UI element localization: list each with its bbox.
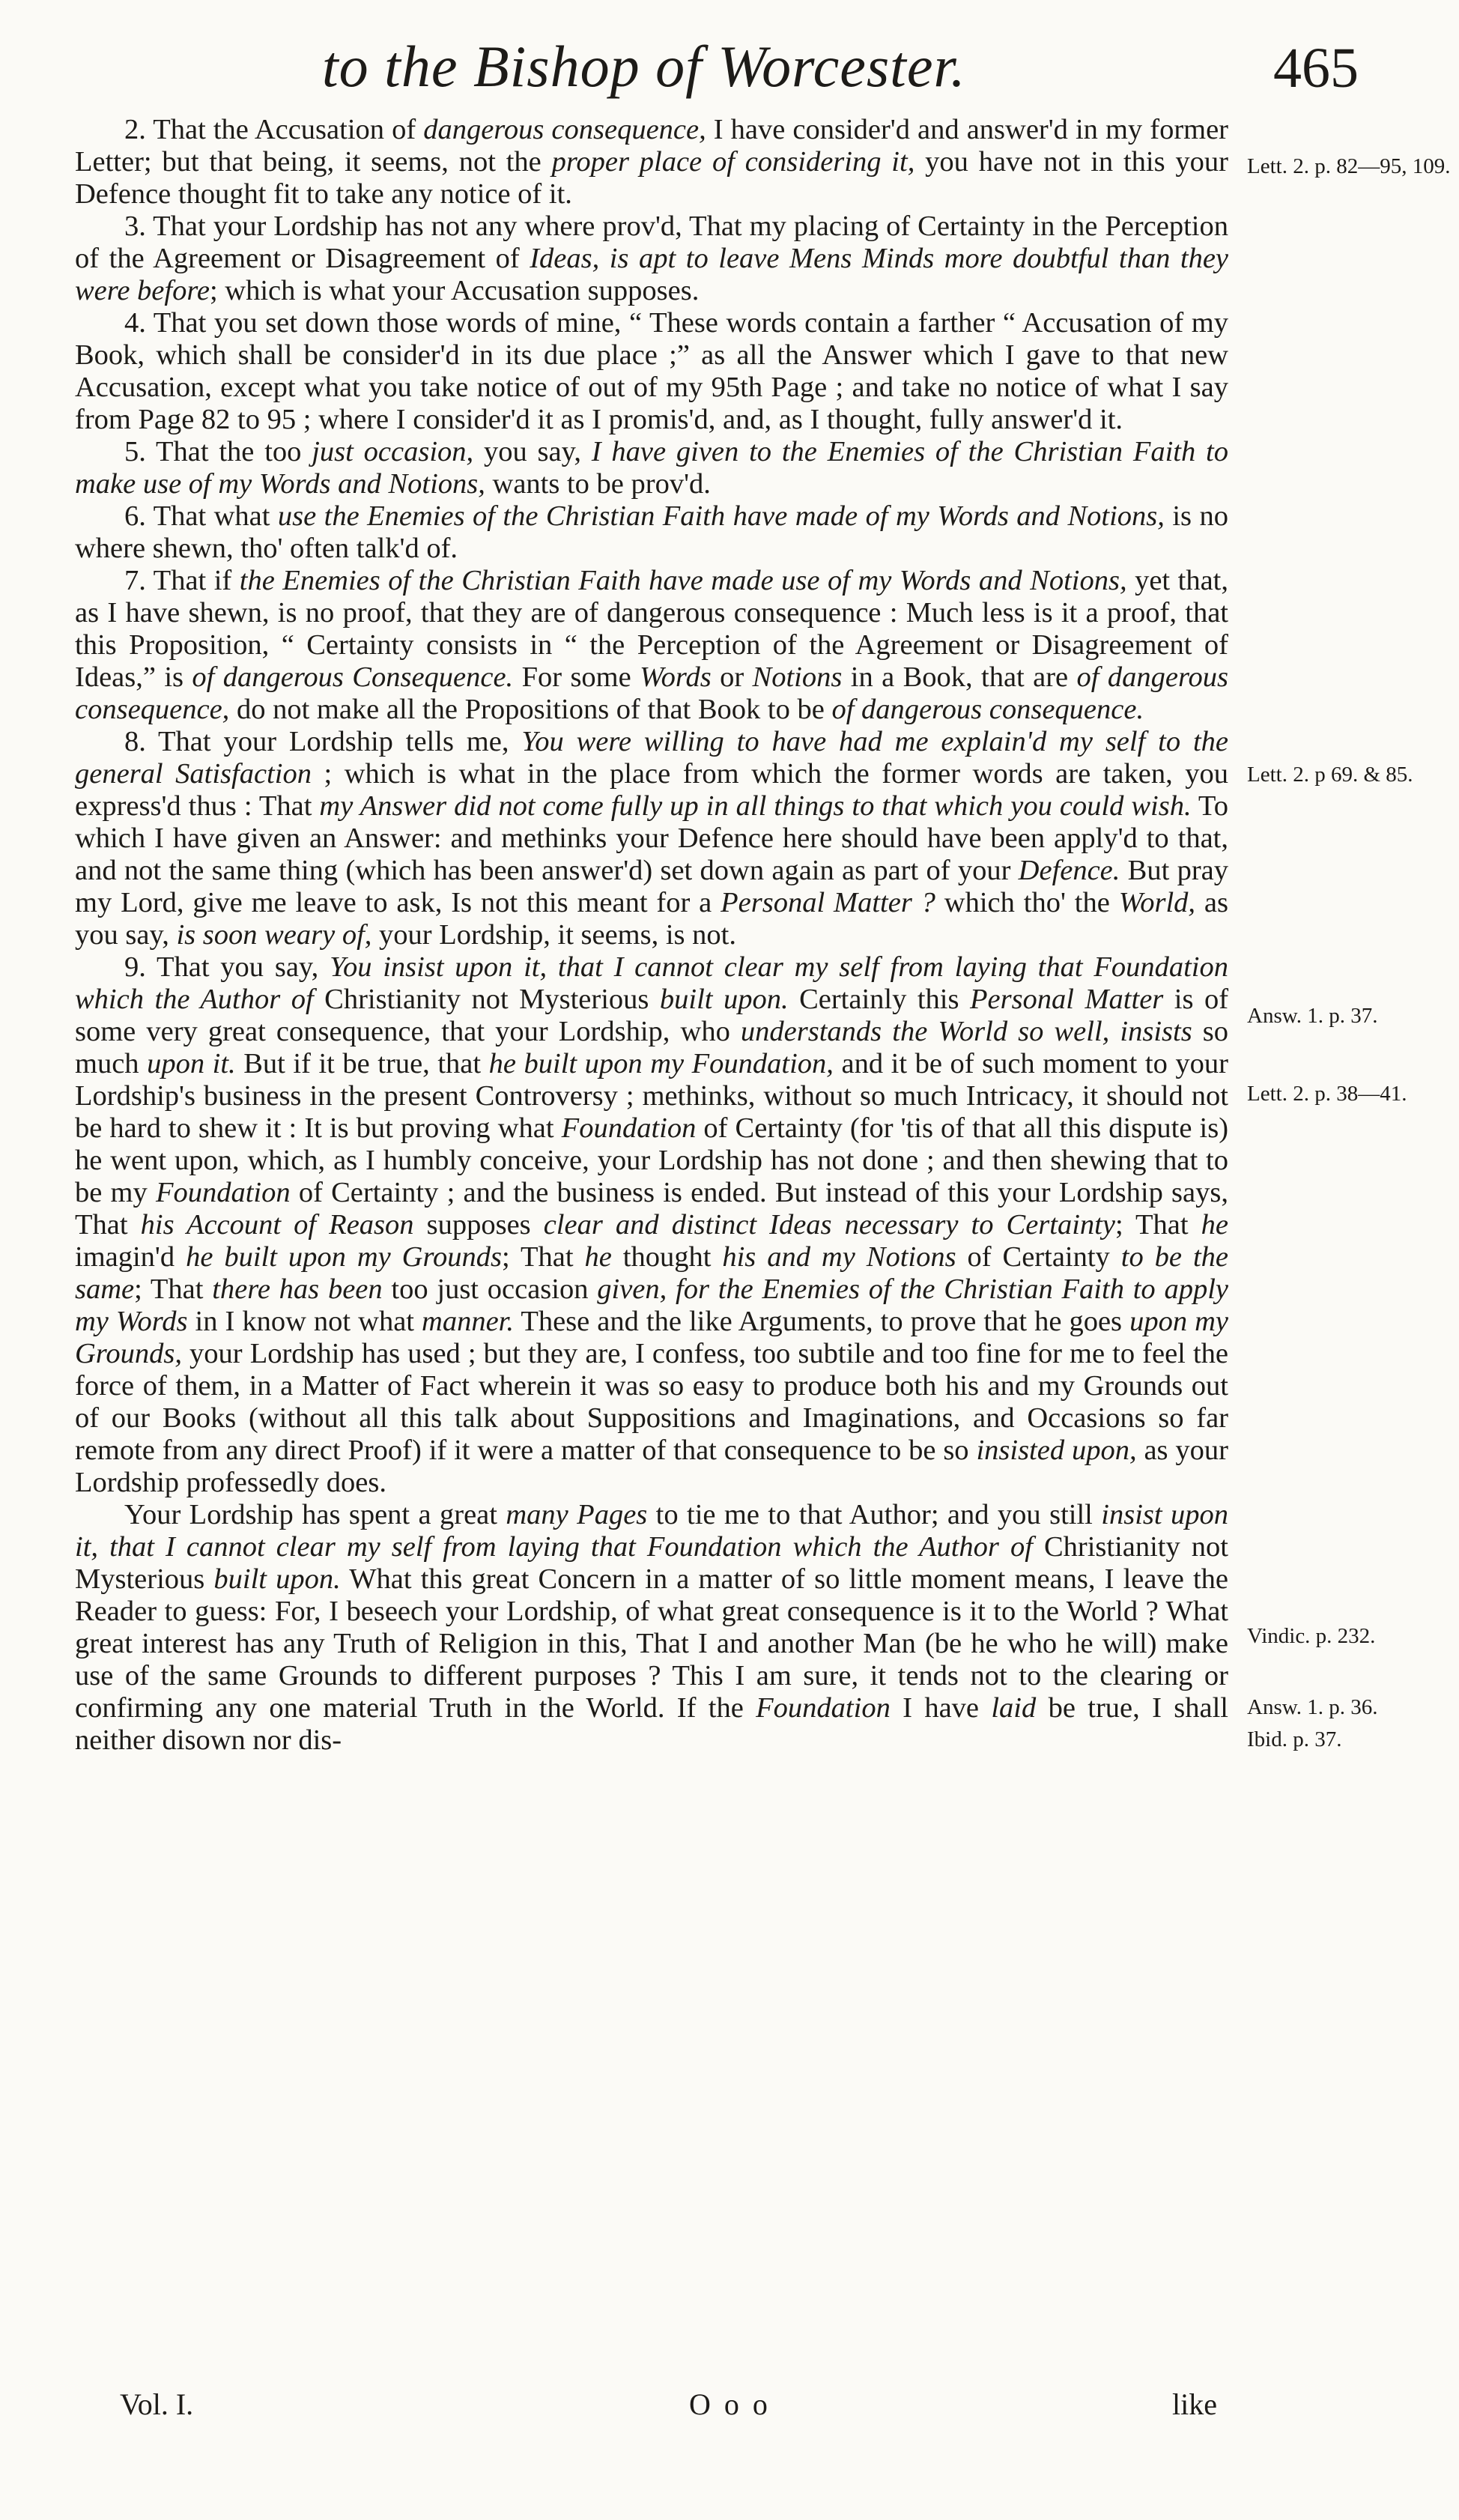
text-run: I have bbox=[890, 1692, 992, 1724]
text-run: Your Lordship has spent a great bbox=[124, 1499, 506, 1530]
paragraph bbox=[75, 951, 1228, 1499]
text-run: ; That bbox=[1114, 1209, 1201, 1241]
text-run: 6. That what bbox=[124, 500, 278, 532]
text-run: in I know not what bbox=[187, 1306, 422, 1337]
italic-text-run: Foundation bbox=[756, 1692, 891, 1724]
italic-text-run: Defence. bbox=[1018, 855, 1120, 886]
italic-text-run: Words bbox=[640, 661, 712, 693]
text-run: These and the like Arguments, to prove that he goes bbox=[514, 1306, 1130, 1337]
italic-text-run: built upon. bbox=[213, 1563, 341, 1595]
text-run: Christianity not Mysterious bbox=[313, 984, 660, 1015]
margin-note: Answ. 1. p. 37. bbox=[1247, 1004, 1378, 1028]
text-run: supposes bbox=[413, 1209, 544, 1241]
text-run: 8. That your Lordship tells me, bbox=[124, 726, 522, 757]
margin-note: Lett. 2. p 69. & 85. bbox=[1247, 763, 1413, 787]
text-run: ; That bbox=[134, 1273, 213, 1305]
text-run: is of some very great consequence, that your Lordship, who bbox=[75, 984, 1229, 1047]
italic-text-run: You were willing to have had me explain'd my self to the general Satisfaction bbox=[75, 726, 1228, 790]
italic-text-run: upon my Grounds, bbox=[75, 1306, 1228, 1369]
text-run: 4. That you set down those words of mine, “ These words contain a farther “ Accusation of my Book, which shall be consider'd in its due place ;” as all the Answer which I gave to that new Accusation, except what you take notice of out of my 95th Page ; and take no notice of what I say from Page 82 to 95 ; where I consider'd it as I promis'd, and, as I thought, fully answer'd it. bbox=[75, 307, 1228, 435]
italic-text-run: he built upon my Foundation, bbox=[488, 1048, 834, 1079]
text-run: Certainly this bbox=[788, 984, 970, 1015]
text-run: of Certainty bbox=[956, 1241, 1121, 1273]
italic-text-run: built upon. bbox=[659, 984, 789, 1015]
paragraph bbox=[75, 500, 1228, 565]
text-run: you say, bbox=[473, 436, 592, 467]
text-run: 7. That if bbox=[124, 565, 240, 596]
text-run: 5. That the too bbox=[124, 436, 312, 467]
italic-text-run: to be the same bbox=[75, 1241, 1228, 1305]
italic-text-run: he bbox=[584, 1241, 612, 1273]
text-run: to tie me to that Author; and you still bbox=[647, 1499, 1102, 1530]
text-run: But pray my Lord, give me leave to ask, Is not this meant for a bbox=[75, 855, 1228, 918]
text-run: 9. That you say, bbox=[124, 951, 330, 983]
italic-text-run: proper place of considering it, bbox=[551, 146, 915, 178]
italic-text-run: laid bbox=[991, 1692, 1037, 1724]
italic-text-run: dangerous consequence, bbox=[423, 114, 706, 145]
text-run: as you say, bbox=[75, 887, 1228, 951]
paragraph bbox=[75, 726, 1228, 951]
text-run: of Certainty (for 'tis of that all this dispute is) he went upon, which, as I humbly conceive, your Lordship has not done ; and then shewing that to be my bbox=[75, 1112, 1229, 1208]
text-run: I have consider'd and answer'd in my former Letter; but that being, it seems, not the bbox=[75, 114, 1228, 178]
paragraph bbox=[75, 1499, 1228, 1757]
paragraph bbox=[75, 565, 1228, 726]
text-run: Christianity not Mysterious bbox=[75, 1531, 1228, 1595]
margin-note: Lett. 2. p. 82—95, 109. bbox=[1247, 154, 1451, 178]
italic-text-run: upon it. bbox=[147, 1048, 236, 1079]
italic-text-run: Notions bbox=[752, 661, 843, 693]
italic-text-run: Personal Matter bbox=[969, 984, 1164, 1015]
margin-note: Vindic. p. 232. bbox=[1247, 1624, 1376, 1648]
catchword: like bbox=[1172, 2387, 1217, 2421]
margin-note: Answ. 1. p. 36. bbox=[1247, 1695, 1378, 1719]
text-run: as your Lordship professedly does. bbox=[75, 1435, 1228, 1498]
text-run: in a Book, that are bbox=[842, 661, 1077, 693]
paragraph bbox=[75, 436, 1228, 500]
italic-text-run: You insist upon it, that I cannot clear my self from laying that Foundation which the Author of bbox=[75, 951, 1228, 1015]
text-run: What this great Concern in a matter of so little moment means, I leave the Reader to guess: For, I beseech your Lordship, of what great consequence is it to the World ? What great interest has any Truth of Religion in this, That I and another Man (be he who he will) make use of the same Grounds to different purposes ? This I am sure, it tends not to the clearing or confirming any one material Truth in the World. If the bbox=[75, 1563, 1228, 1724]
text-run: 2. That the Accusation of bbox=[124, 114, 424, 145]
text-run: your Lordship has used ; but they are, I confess, too subtile and too fine for me to feel the force of them, in a Matter of Fact wherein it was so easy to produce both his and my Grounds out of our Books (without all this talk about Suppositions and Imaginations, and Occasions so far remote from any direct Proof) if it were a matter of that consequence to be so bbox=[75, 1338, 1228, 1466]
italic-text-run: just occasion, bbox=[312, 436, 474, 467]
italic-text-run: there has been bbox=[212, 1273, 383, 1305]
text-run: so much bbox=[75, 1016, 1229, 1079]
text-run: To which I have given an Answer: and methinks your Defence here should have been apply'd to that, and not the same thing (which has been answer'd) set down again as part of your bbox=[75, 790, 1228, 886]
italic-text-run: his Account of Reason bbox=[140, 1209, 414, 1241]
italic-text-run: is soon weary of, bbox=[176, 919, 372, 951]
text-run: 3. That your Lordship has not any where prov'd, That my placing of Certainty in the Perception of the Agreement or Disagreement of bbox=[75, 210, 1228, 274]
paragraph bbox=[75, 307, 1228, 436]
text-run: be true, I shall neither disown nor dis- bbox=[75, 1692, 1228, 1756]
text-run: of Certainty ; and the business is ended. But instead of this your Lordship says, That bbox=[75, 1177, 1228, 1241]
text-run: your Lordship, it seems, is not. bbox=[371, 919, 736, 951]
text-run: do not make all the Propositions of that Book to be bbox=[229, 694, 832, 725]
text-run: ; which is what in the place from which the former words are taken, you express'd thus : That bbox=[75, 758, 1228, 822]
running-head-title: to the Bishop of Worcester. bbox=[322, 34, 966, 99]
text-run: ; That bbox=[502, 1241, 585, 1273]
page-number: 465 bbox=[1273, 37, 1359, 100]
text-run: or bbox=[711, 661, 753, 693]
gathering-mark: O o o bbox=[689, 2387, 771, 2421]
text-run: But if it be true, that bbox=[235, 1048, 489, 1079]
italic-text-run: Foundation bbox=[155, 1177, 291, 1208]
italic-text-run: given, for the Enemies of the Christian Faith to apply my Words bbox=[75, 1273, 1228, 1337]
text-run: and it be of such moment to your Lordship's business in the present Controversy ; methinks, without so much Intricacy, it should not be hard to shew it : It is but proving what bbox=[75, 1048, 1228, 1144]
text-run: For some bbox=[513, 661, 640, 693]
paragraph bbox=[75, 210, 1228, 307]
italic-text-run: Personal Matter ? bbox=[721, 887, 935, 918]
italic-text-run: I have given to the Enemies of the Christian Faith to make use of my Words and Notions, bbox=[75, 436, 1228, 500]
italic-text-run: Ideas, is apt to leave Mens Minds more doubtful than they were before bbox=[75, 243, 1228, 306]
italic-text-run: understands the World so well, insists bbox=[740, 1016, 1192, 1047]
text-run: which tho' the bbox=[935, 887, 1119, 918]
italic-text-run: he built upon my Grounds bbox=[186, 1241, 503, 1273]
italic-text-run: use the Enemies of the Christian Faith have made of my Words and Notions, bbox=[277, 500, 1165, 532]
text-run: too just occasion bbox=[382, 1273, 598, 1305]
italic-text-run: he bbox=[1201, 1209, 1228, 1241]
italic-text-run: Foundation bbox=[561, 1112, 697, 1144]
text-run: thought bbox=[611, 1241, 723, 1273]
paragraph bbox=[75, 114, 1228, 210]
italic-text-run: manner. bbox=[422, 1306, 515, 1337]
text-run: you have not in this your Defence thought fit to take any notice of it. bbox=[75, 146, 1228, 210]
text-run: yet that, as I have shewn, is no proof, that they are of dangerous consequence : Much less is it a proof, that this Proposition, “ Certainty consists in “ the Perception of the Agreement or Disagreement of Ideas,” is bbox=[75, 565, 1228, 693]
italic-text-run: insisted upon, bbox=[976, 1435, 1137, 1466]
text-run: is no where shewn, tho' often talk'd of. bbox=[75, 500, 1228, 564]
body-text bbox=[75, 114, 1228, 1757]
italic-text-run: of dangerous consequence. bbox=[831, 694, 1144, 725]
margin-note: Ibid. p. 37. bbox=[1247, 1727, 1342, 1751]
italic-text-run: my Answer did not come fully up in all things to that which you could wish. bbox=[319, 790, 1192, 822]
italic-text-run: insist upon it, that I cannot clear my self from laying that Foundation which the Author of bbox=[75, 1499, 1228, 1563]
italic-text-run: the Enemies of the Christian Faith have made use of my Words and Notions, bbox=[239, 565, 1127, 596]
text-run: wants to be prov'd. bbox=[485, 468, 711, 500]
margin-note: Lett. 2. p. 38—41. bbox=[1247, 1082, 1407, 1106]
text-run: ; which is what your Accusation supposes. bbox=[209, 275, 700, 306]
text-run: imagin'd bbox=[75, 1241, 186, 1273]
volume-signature: Vol. I. bbox=[120, 2387, 194, 2421]
italic-text-run: clear and distinct Ideas necessary to Certainty bbox=[543, 1209, 1115, 1241]
italic-text-run: of dangerous Consequence. bbox=[192, 661, 514, 693]
italic-text-run: many Pages bbox=[506, 1499, 648, 1530]
italic-text-run: of dangerous consequence, bbox=[75, 661, 1229, 725]
italic-text-run: his and my Notions bbox=[722, 1241, 956, 1273]
italic-text-run: World, bbox=[1118, 887, 1196, 918]
